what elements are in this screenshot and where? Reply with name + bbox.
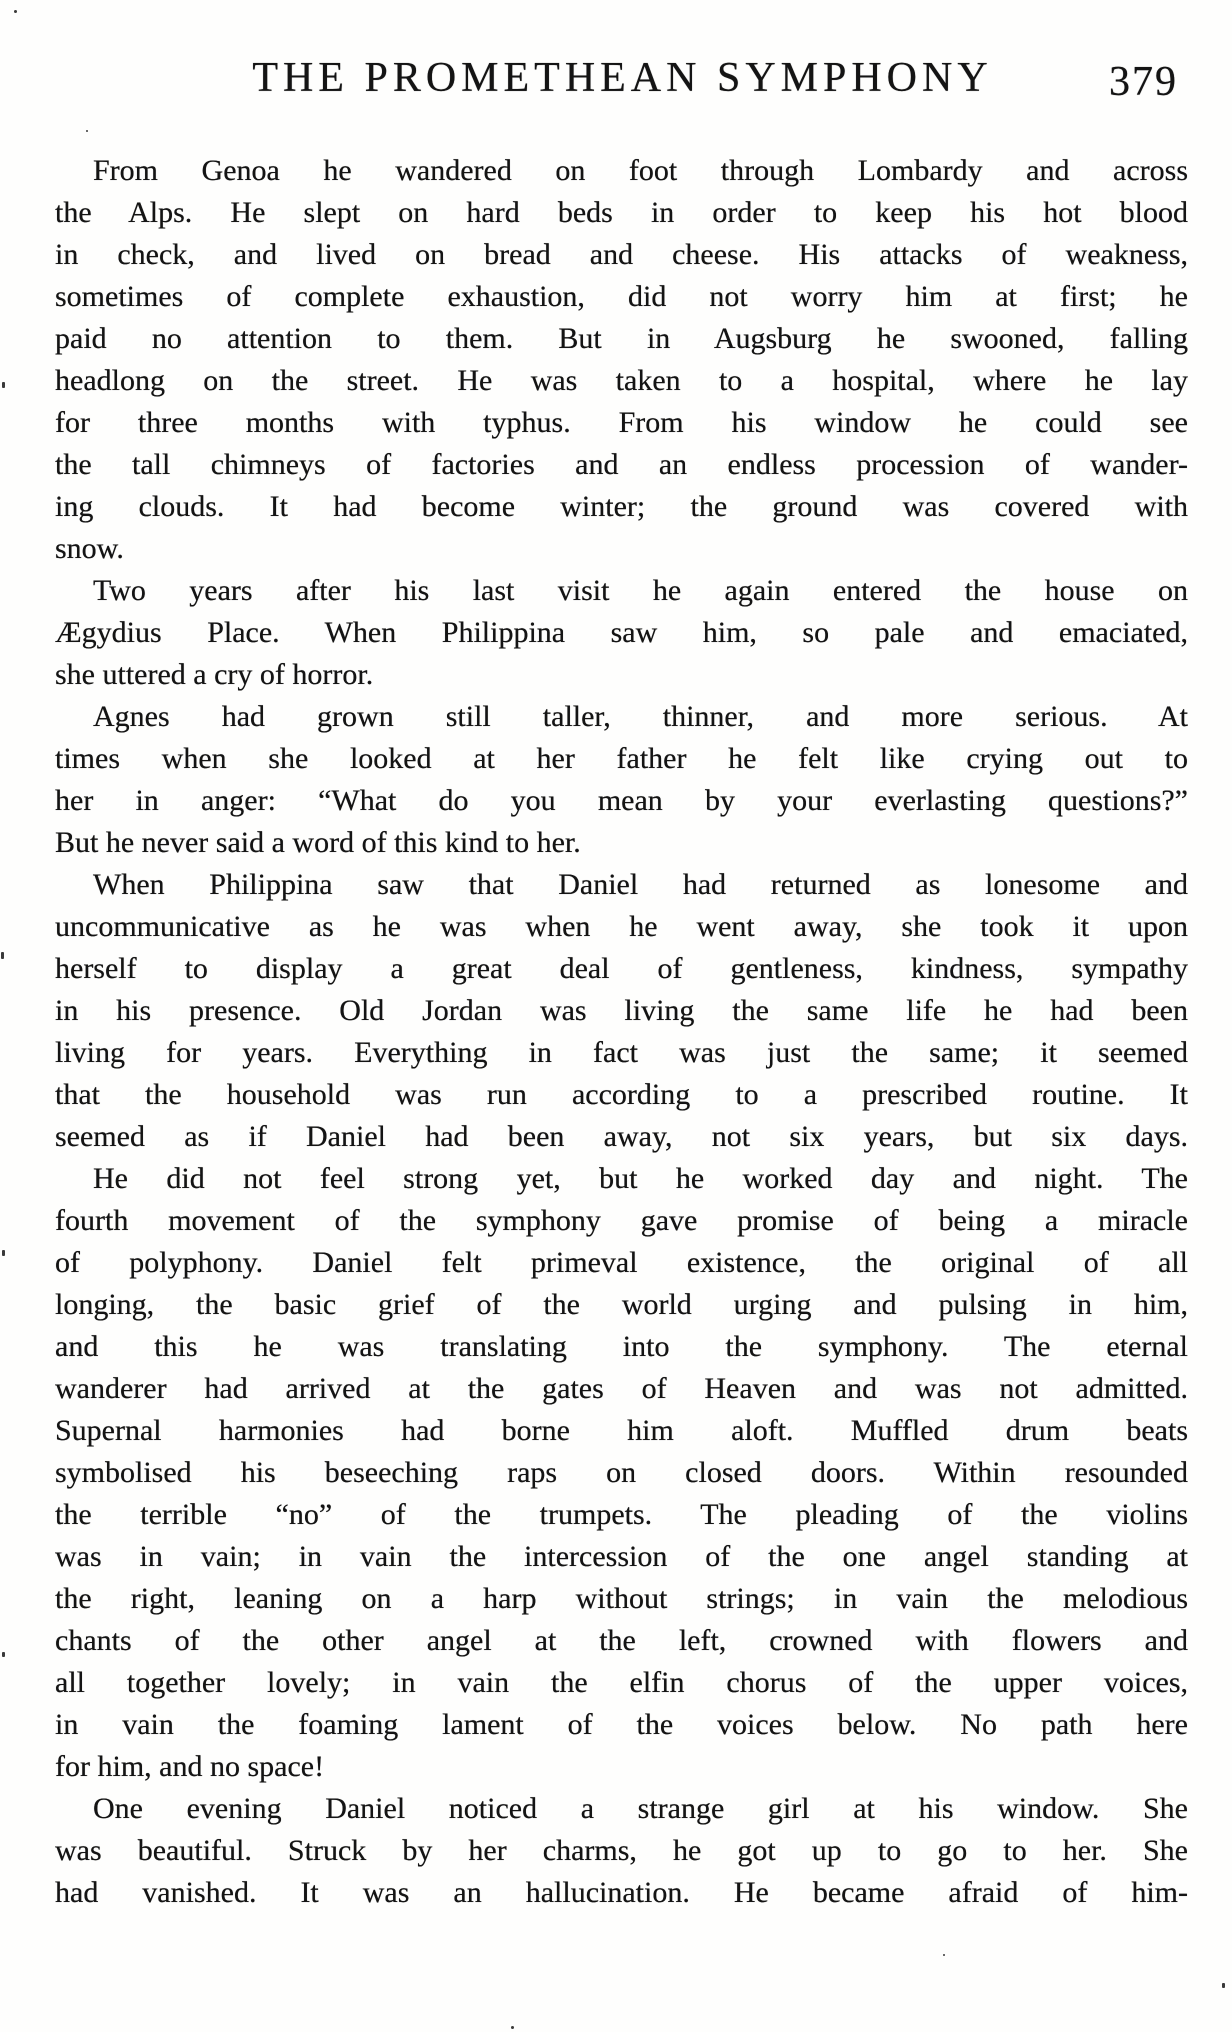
text-line: chants of the other angel at the left, crowned with flowers and [55,1624,1188,1657]
text-line: in vain the foaming lament of the voices below. No path here [55,1708,1188,1741]
text-line: her in anger: “What do you mean by your everlasting questions?” [55,784,1188,817]
text-line: snow. [55,532,124,565]
page-header [55,54,1190,106]
text-line: was beautiful. Struck by her charms, he got up to go to her. She [55,1834,1188,1867]
page-number: 379 [1109,59,1178,105]
scan-speck [86,130,88,132]
text-line: in check, and lived on bread and cheese. His attacks of weakness, [55,238,1188,271]
text-line: headlong on the street. He was taken to a hospital, where he lay [55,364,1188,397]
scan-speck [2,1250,5,1256]
text-line: of polyphony. Daniel felt primeval existence, the original of all [55,1246,1188,1279]
text-line: But he never said a word of this kind to her. [55,826,581,859]
text-line: Two years after his last visit he again entered the house on [93,574,1188,607]
text-line: had vanished. It was an hallucination. He became afraid of him- [55,1876,1188,1909]
text-line: the right, leaning on a harp without strings; in vain the melodious [55,1582,1188,1615]
text-line: and this he was translating into the symphony. The eternal [55,1330,1188,1363]
text-line: sometimes of complete exhaustion, did not worry him at first; he [55,280,1188,313]
text-line: for three months with typhus. From his window he could see [55,406,1188,439]
text-line: longing, the basic grief of the world urging and pulsing in him, [55,1288,1188,1321]
text-line: Agnes had grown still taller, thinner, and more serious. At [93,700,1188,733]
text-line: the tall chimneys of factories and an endless procession of wander- [55,448,1188,481]
scan-speck [2,1652,5,1657]
text-line: ing clouds. It had become winter; the ground was covered with [55,490,1188,523]
body-text [55,150,1188,1914]
text-line: He did not feel strong yet, but he worked day and night. The [93,1162,1188,1195]
page-title: THE PROMETHEAN SYMPHONY [252,55,993,101]
text-line: herself to display a great deal of gentleness, kindness, sympathy [55,952,1188,985]
text-line: fourth movement of the symphony gave promise of being a miracle [55,1204,1188,1237]
text-line: uncommunicative as he was when he went away, she took it upon [55,910,1188,943]
text-line: for him, and no space! [55,1750,325,1783]
scan-speck [1,952,4,959]
text-line: the terrible “no” of the trumpets. The pleading of the violins [55,1498,1188,1531]
text-line: the Alps. He slept on hard beds in order to keep his hot blood [55,196,1188,229]
scan-speck [14,10,17,13]
text-line: paid no attention to them. But in Augsburg he swooned, falling [55,322,1188,355]
text-line: in his presence. Old Jordan was living the same life he had been [55,994,1188,1027]
text-line: seemed as if Daniel had been away, not six years, but six days. [55,1120,1188,1153]
text-line: was in vain; in vain the intercession of the one angel standing at [55,1540,1188,1573]
text-line: Supernal harmonies had borne him aloft. Muffled drum beats [55,1414,1188,1447]
scan-speck [1222,1983,1225,1988]
text-line: Ægydius Place. When Philippina saw him, so pale and emaciated, [55,616,1188,649]
text-line: symbolised his beseeching raps on closed doors. Within resounded [55,1456,1188,1489]
text-line: One evening Daniel noticed a strange girl at his window. She [93,1792,1188,1825]
scan-speck [2,382,5,388]
text-line: living for years. Everything in fact was just the same; it seemed [55,1036,1188,1069]
text-line: she uttered a cry of horror. [55,658,374,691]
scan-speck [943,1954,945,1956]
text-line: that the household was run according to a prescribed routine. It [55,1078,1188,1111]
text-line: From Genoa he wandered on foot through Lombardy and across [93,154,1188,187]
scan-speck [511,2026,514,2029]
text-line: times when she looked at her father he felt like crying out to [55,742,1188,775]
text-line: When Philippina saw that Daniel had returned as lonesome and [93,868,1188,901]
text-line: wanderer had arrived at the gates of Heaven and was not admitted. [55,1372,1188,1405]
text-line: all together lovely; in vain the elfin chorus of the upper voices, [55,1666,1188,1699]
